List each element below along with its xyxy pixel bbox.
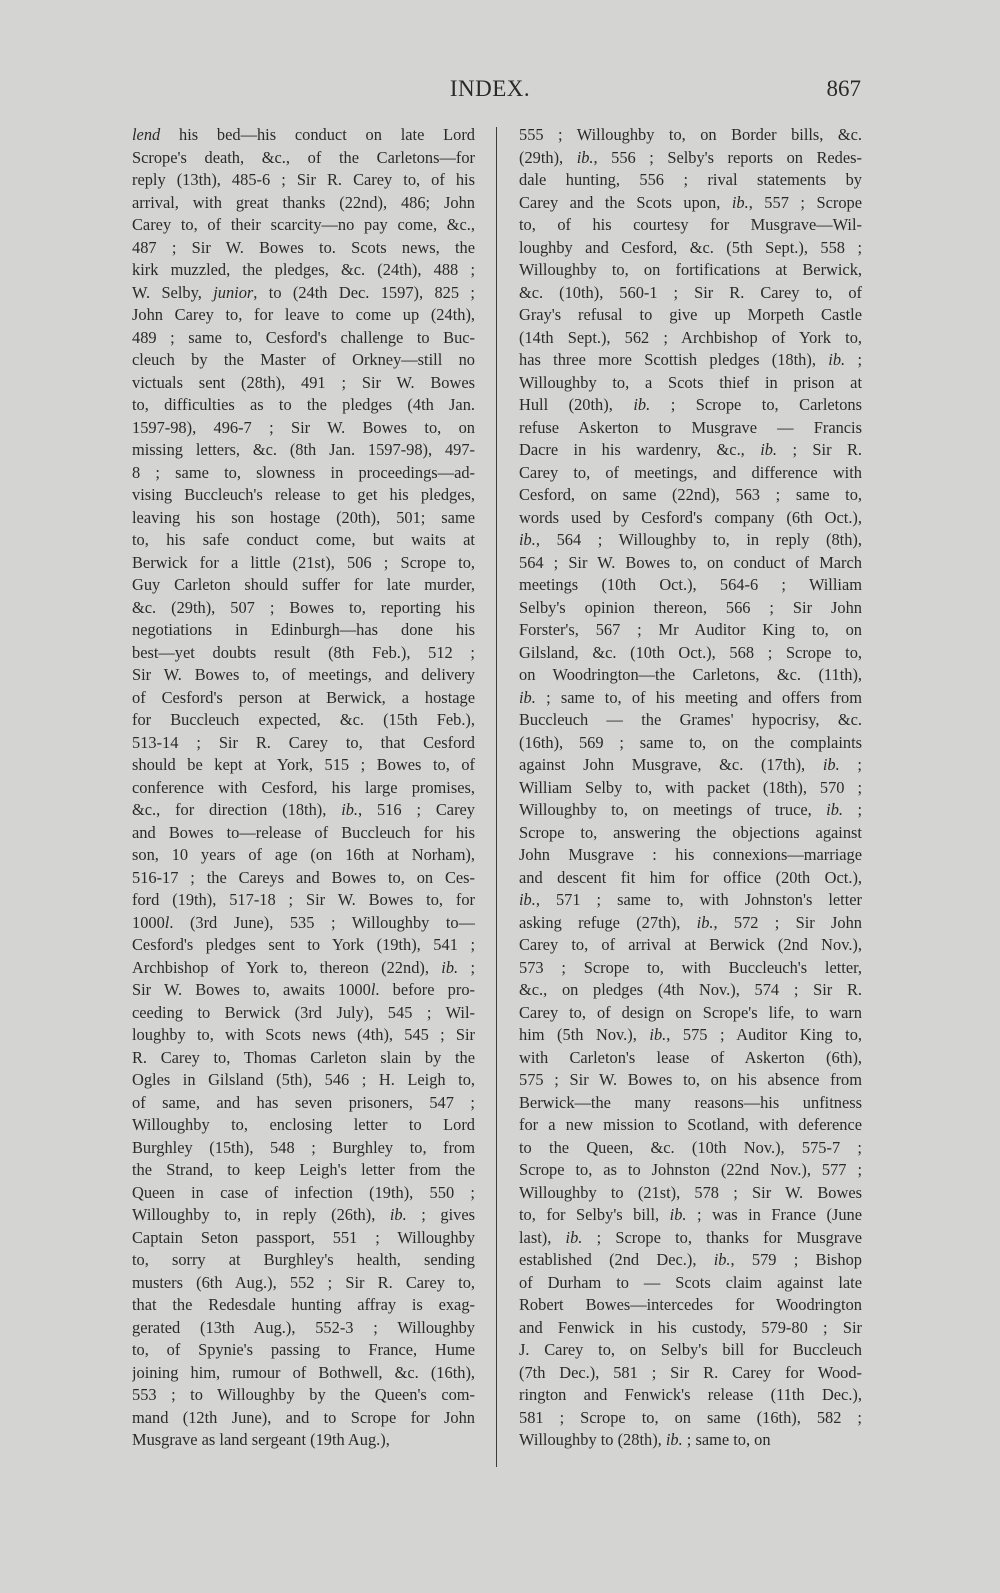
index-line: Carey to, of meetings, and difference with (519, 462, 862, 482)
index-line: the Strand, to keep Leigh's letter from the (132, 1160, 475, 1179)
index-line: ceeding to Berwick (3rd July), 545 ; Wil- (132, 1002, 475, 1022)
index-line: vising Buccleuch's release to get his pledges, (132, 485, 475, 504)
index-line: on Woodrington—the Carletons, &c. (11th), (519, 665, 862, 684)
index-line: 555 ; Willoughby to, on Border bills, &c. (519, 125, 862, 144)
index-line: negotiations in Edinburgh—has done his (132, 620, 475, 639)
index-line: Guy Carleton should suffer for late murder, (132, 575, 475, 594)
index-line: last), ib. ; Scrope to, thanks for Musgrave (519, 1227, 862, 1247)
index-line: has three more Scottish pledges (18th), ib. ; (519, 350, 862, 369)
index-line: to, difficulties as to the pledges (4th Jan. (132, 395, 475, 414)
index-line: &c., for direction (18th), ib., 516 ; Carey (132, 800, 475, 819)
index-line: ib. ; same to, of his meeting and offers from (519, 687, 862, 707)
index-line: Willoughby to, enclosing letter to Lord (132, 1115, 475, 1134)
index-line: to the Queen, &c. (10th Nov.), 575-7 ; (519, 1137, 862, 1157)
index-line: rington and Fenwick's release (11th Dec.), (519, 1385, 862, 1404)
index-line: Carey to, of arrival at Berwick (2nd Nov.), (519, 935, 862, 954)
index-line: R. Carey to, Thomas Carleton slain by the (132, 1047, 475, 1067)
index-line: W. Selby, junior, to (24th Dec. 1597), 825 ; (132, 282, 475, 302)
index-line: Scrope to, as to Johnston (22nd Nov.), 577 ; (519, 1160, 862, 1179)
index-line: Berwick for a little (21st), 506 ; Scrope to, (132, 552, 475, 572)
index-line: Selby's opinion thereon, 566 ; Sir John (519, 597, 862, 617)
index-line: loughby and Cesford, &c. (5th Sept.), 558 ; (519, 237, 862, 257)
index-line: victuals sent (28th), 491 ; Sir W. Bowes (132, 372, 475, 392)
index-line: Sir W. Bowes to, awaits 1000l. before pro- (132, 980, 475, 999)
index-line: Captain Seton passport, 551 ; Willoughby (132, 1227, 475, 1247)
index-line: arrival, with great thanks (22nd), 486; John (132, 192, 475, 212)
index-line: Willoughby to, on fortifications at Berwick, (519, 260, 862, 279)
index-line: and descent fit him for office (20th Oct.), (519, 867, 862, 887)
index-line: John Musgrave : his connexions—marriage (519, 845, 862, 864)
column-divider (496, 127, 497, 1467)
index-line: Sir W. Bowes to, of meetings, and delivery (132, 665, 475, 684)
index-line: ib., 564 ; Willoughby to, in reply (8th), (519, 530, 862, 549)
index-line: Cesford, on same (22nd), 563 ; same to, (519, 485, 862, 504)
index-line: Forster's, 567 ; Mr Auditor King to, on (519, 620, 862, 639)
index-line: with Carleton's lease of Askerton (6th), (519, 1047, 862, 1067)
index-line: 8 ; same to, slowness in proceedings—ad- (132, 462, 475, 482)
index-line: meetings (10th Oct.), 564-6 ; William (519, 575, 862, 594)
index-line: to, for Selby's bill, ib. ; was in France (June (519, 1205, 862, 1224)
index-line: John Carey to, for leave to come up (24th), (132, 305, 475, 324)
index-line: that the Redesdale hunting affray is exag- (132, 1295, 475, 1314)
index-line: William Selby to, with packet (18th), 570 ; (519, 777, 862, 797)
index-line: &c. (29th), 507 ; Bowes to, reporting his (132, 597, 475, 617)
index-line: should be kept at York, 515 ; Bowes to, of (132, 755, 475, 774)
index-line: dale hunting, 556 ; rival statements by (519, 170, 862, 189)
index-line: mand (12th June), and to Scrope for John (132, 1407, 475, 1427)
index-line: 564 ; Sir W. Bowes to, on conduct of March (519, 552, 862, 572)
index-line: for a new mission to Scotland, with deference (519, 1115, 862, 1134)
index-line: Buccleuch — the Grames' hypocrisy, &c. (519, 710, 862, 729)
index-line: Gilsland, &c. (10th Oct.), 568 ; Scrope to, (519, 642, 862, 662)
page-title: INDEX. (449, 76, 531, 101)
index-line: (29th), ib., 556 ; Selby's reports on Redes- (519, 147, 862, 167)
index-line: of Durham to — Scots claim against late (519, 1272, 862, 1292)
index-line: lend his bed—his conduct on late Lord (132, 125, 475, 144)
index-line: for Buccleuch expected, &c. (15th Feb.), (132, 710, 475, 729)
index-line: missing letters, &c. (8th Jan. 1597-98), 497- (132, 440, 475, 459)
index-column-left (132, 124, 475, 1452)
index-line: cleuch by the Master of Orkney—still no (132, 350, 475, 369)
index-line: Dacre in his wardenry, &c., ib. ; Sir R. (519, 440, 862, 459)
index-line: Willoughby to (28th), ib. ; same to, on (519, 1430, 771, 1449)
index-line: Willoughby to, in reply (26th), ib. ; gives (132, 1205, 475, 1224)
index-line: (16th), 569 ; same to, on the complaints (519, 732, 862, 752)
index-line: Berwick—the many reasons—his unfitness (519, 1092, 862, 1112)
index-line: leaving his son hostage (20th), 501; same (132, 507, 475, 527)
index-line: Ogles in Gilsland (5th), 546 ; H. Leigh to, (132, 1070, 475, 1089)
index-line: to, of Spynie's passing to France, Hume (132, 1340, 475, 1359)
index-line: 573 ; Scrope to, with Buccleuch's letter, (519, 957, 862, 977)
index-line: against John Musgrave, &c. (17th), ib. ; (519, 755, 862, 774)
index-line: 581 ; Scrope to, on same (16th), 582 ; (519, 1407, 862, 1427)
index-line: reply (13th), 485-6 ; Sir R. Carey to, of his (132, 170, 475, 189)
index-line: 553 ; to Willoughby by the Queen's com- (132, 1385, 475, 1404)
index-line: refuse Askerton to Musgrave — Francis (519, 417, 862, 437)
index-line: Willoughby to, a Scots thief in prison at (519, 372, 862, 392)
index-line: kirk muzzled, the pledges, &c. (24th), 488 ; (132, 260, 475, 279)
index-line: Carey to, of design on Scrope's life, to warn (519, 1002, 862, 1022)
index-line: ford (19th), 517-18 ; Sir W. Bowes to, for (132, 890, 475, 909)
index-line: and Bowes to—release of Buccleuch for his (132, 822, 475, 842)
index-line: him (5th Nov.), ib., 575 ; Auditor King to, (519, 1025, 862, 1044)
index-line: Carey to, of their scarcity—no pay come, &c., (132, 215, 475, 234)
index-line: Gray's refusal to give up Morpeth Castle (519, 305, 862, 324)
index-line: conference with Cesford, his large promises, (132, 777, 475, 797)
index-line: Robert Bowes—intercedes for Woodrington (519, 1295, 862, 1314)
index-line: Hull (20th), ib. ; Scrope to, Carletons (519, 395, 862, 414)
index-line: of Cesford's person at Berwick, a hostage (132, 687, 475, 707)
index-line: Willoughby to, on meetings of truce, ib. ; (519, 800, 862, 819)
index-line: established (2nd Dec.), ib., 579 ; Bishop (519, 1250, 862, 1269)
index-line: words used by Cesford's company (6th Oct.), (519, 507, 862, 527)
index-line: J. Carey to, on Selby's bill for Buccleuch (519, 1340, 862, 1359)
index-line: best—yet doubts result (8th Feb.), 512 ; (132, 642, 475, 662)
index-line: 1000l. (3rd June), 535 ; Willoughby to— (132, 912, 475, 932)
index-line: to, his safe conduct come, but waits at (132, 530, 475, 549)
index-line: Burghley (15th), 548 ; Burghley to, from (132, 1137, 475, 1157)
index-line: Scrope to, answering the objections against (519, 822, 862, 842)
index-line: (7th Dec.), 581 ; Sir R. Carey for Wood- (519, 1362, 862, 1382)
index-line: and Fenwick in his custody, 579-80 ; Sir (519, 1317, 862, 1337)
page-number: 867 (826, 76, 861, 101)
index-line: joining him, rumour of Bothwell, &c. (16th), (132, 1362, 475, 1382)
index-line: to, of his courtesy for Musgrave—Wil- (519, 215, 862, 234)
index-line: ib., 571 ; same to, with Johnston's letter (519, 890, 862, 909)
index-line: Cesford's pledges sent to York (19th), 541 ; (132, 935, 475, 954)
index-line: Willoughby to (21st), 578 ; Sir W. Bowes (519, 1182, 862, 1202)
index-line: to, sorry at Burghley's health, sending (132, 1250, 475, 1269)
index-line: son, 10 years of age (on 16th at Norham), (132, 845, 475, 864)
index-line: loughby to, with Scots news (4th), 545 ; Sir (132, 1025, 475, 1044)
index-line: musters (6th Aug.), 552 ; Sir R. Carey to, (132, 1272, 475, 1292)
index-line: 516-17 ; the Careys and Bowes to, on Ces- (132, 867, 475, 887)
index-line: Musgrave as land sergeant (19th Aug.), (132, 1430, 390, 1449)
index-line: asking refuge (27th), ib., 572 ; Sir John (519, 912, 862, 932)
index-line: 487 ; Sir W. Bowes to. Scots news, the (132, 237, 475, 257)
index-line: Carey and the Scots upon, ib., 557 ; Scrope (519, 192, 862, 212)
index-line: 489 ; same to, Cesford's challenge to Buc- (132, 327, 475, 347)
index-line: 1597-98), 496-7 ; Sir W. Bowes to, on (132, 417, 475, 437)
index-line: Archbishop of York to, thereon (22nd), ib. ; (132, 957, 475, 977)
index-line: (14th Sept.), 562 ; Archbishop of York to, (519, 327, 862, 347)
index-line: of same, and has seven prisoners, 547 ; (132, 1092, 475, 1112)
index-line: &c., on pledges (4th Nov.), 574 ; Sir R. (519, 980, 862, 999)
index-line: &c. (10th), 560-1 ; Sir R. Carey to, of (519, 282, 862, 302)
index-line: Queen in case of infection (19th), 550 ; (132, 1182, 475, 1202)
index-line: 513-14 ; Sir R. Carey to, that Cesford (132, 732, 475, 752)
index-line: 575 ; Sir W. Bowes to, on his absence from (519, 1070, 862, 1089)
index-line: Scrope's death, &c., of the Carletons—for (132, 147, 475, 167)
index-column-right (519, 124, 862, 1452)
index-line: gerated (13th Aug.), 552-3 ; Willoughby (132, 1317, 475, 1337)
